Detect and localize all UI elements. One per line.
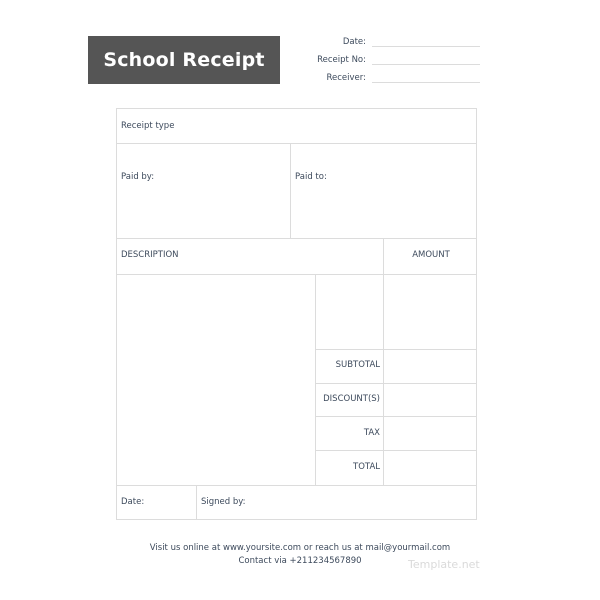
- meta-row-receiver: [290, 69, 480, 87]
- total-label: TOTAL: [353, 462, 380, 472]
- divider: [290, 143, 291, 238]
- meta-receipt-no-field[interactable]: [372, 55, 480, 65]
- meta-receiver-label: Receiver:: [326, 73, 366, 83]
- divider: [315, 450, 476, 451]
- divider: [315, 416, 476, 417]
- divider: [196, 485, 197, 520]
- divider: [117, 485, 476, 486]
- description-header: DESCRIPTION: [121, 250, 179, 260]
- meta-receipt-no-label: Receipt No:: [317, 55, 366, 65]
- title-banner: [88, 36, 280, 84]
- discounts-label: DISCOUNT(S): [323, 394, 380, 404]
- paid-by-label: Paid by:: [121, 172, 155, 182]
- meta-receiver-field[interactable]: [372, 73, 480, 83]
- tax-label: TAX: [363, 428, 380, 438]
- divider: [383, 238, 384, 485]
- meta-date-field[interactable]: [372, 37, 480, 47]
- divider: [117, 238, 476, 239]
- divider: [315, 383, 476, 384]
- signed-by-label: Signed by:: [201, 497, 246, 507]
- footer-phone-line: Contact via +211234567890: [238, 556, 362, 566]
- receipt-type-label: Receipt type: [121, 121, 175, 131]
- paid-to-label: Paid to:: [295, 172, 327, 182]
- divider: [117, 143, 476, 144]
- watermark: Template.net: [408, 558, 480, 571]
- divider: [117, 274, 476, 275]
- footer-contact-line: Visit us online at www.yoursite.com or reach us at mail@yourmail.com: [149, 543, 451, 553]
- date-label: Date:: [121, 497, 145, 507]
- amount-header: AMOUNT: [412, 250, 450, 260]
- meta-row-date: [290, 33, 480, 51]
- page-title: School Receipt: [103, 49, 265, 71]
- meta-date-label: Date:: [342, 37, 366, 47]
- divider: [315, 349, 476, 350]
- receipt-meta: [290, 33, 480, 87]
- meta-row-receipt-no: [290, 51, 480, 69]
- receipt-form: [116, 108, 477, 520]
- divider: [315, 274, 316, 485]
- subtotal-label: SUBTOTAL: [335, 360, 380, 370]
